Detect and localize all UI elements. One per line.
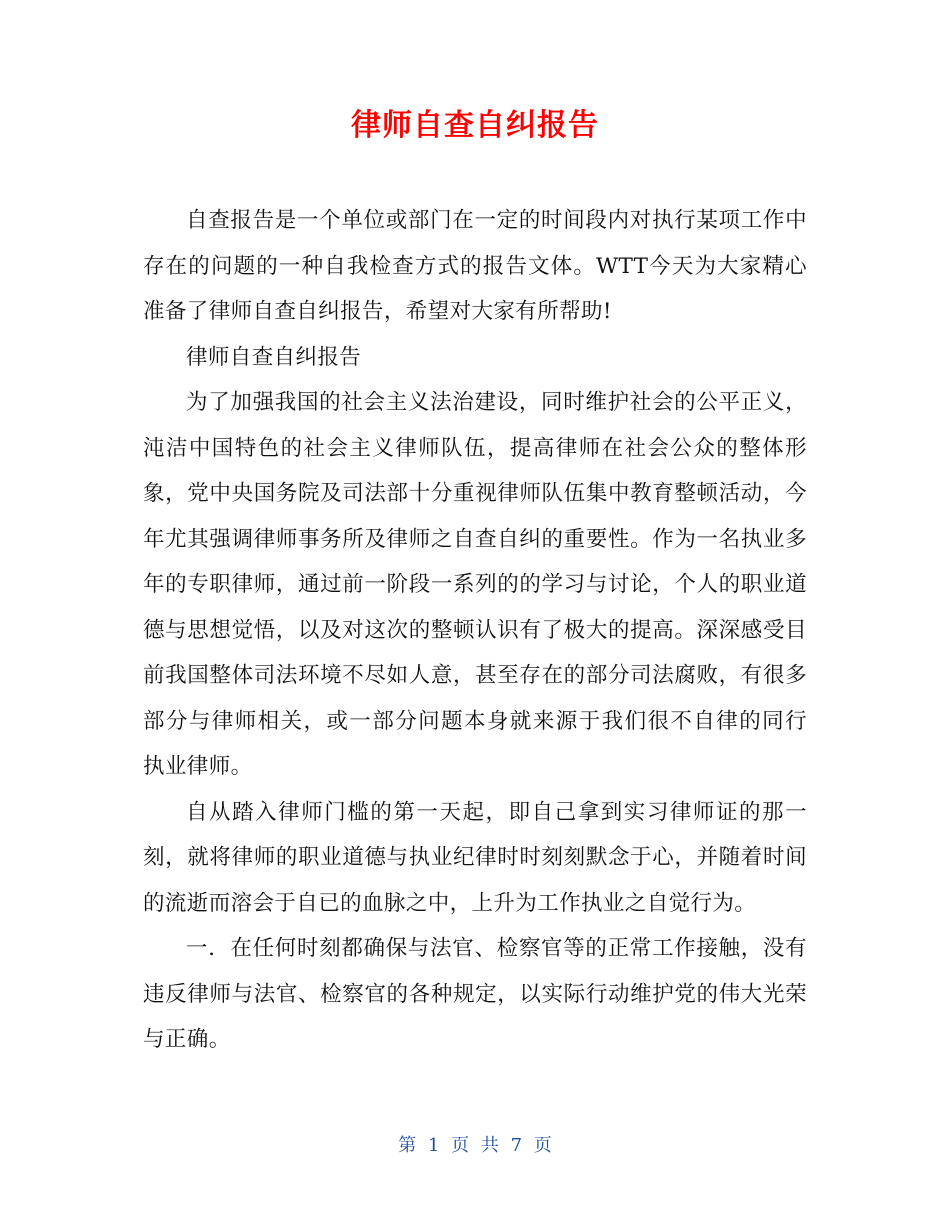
body-paragraph: 为了加强我国的社会主义法治建设，同时维护社会的公平正义，沌洁中国特色的社会主义律师队伍，提高律师在社会公众的整体形象，党中央国务院及司法部十分重视律师队伍集中教育整顿活动，今年尤其强调律师事务所及律师之自查自纠的重要性。作为一名执业多年的专职律师，通过前一阶段一系列的的学习与讨论，个人的职业道德与思想觉悟，以及对这次的整顿认识有了极大的提高。深深感受目前我国整体司法环境不尽如人意，甚至存在的部分司法腐败，有很多部分与律师相关，或一部分问题本身就来源于我们很不自律的同行 执业律师。 — [143, 390, 829, 779]
body-paragraph: 自从踏入律师门槛的第一天起，即自己拿到实习律师证的那一刻，就将律师的职业道德与执业纪律时时刻刻默念于心，并随着时间的流逝而溶会于自已的血脉之中，上升为工作执业之自觉行为。 — [143, 799, 807, 916]
document-title: 律师自查自纠报告 — [351, 108, 599, 144]
body-paragraph: 一．在任何时刻都确保与法官、检察官等的正常工作接触，没有违反律师与法官、检察官的各种规定，以实际行动维护党的伟大光荣与正确。 — [143, 936, 807, 1052]
document-body — [143, 198, 829, 1063]
page-number: 第 1 页 共 7 页 — [398, 1135, 552, 1156]
intro-paragraph: 自查报告是一个单位或部门在一定的时间段内对执行某项工作中存在的问题的一种自我检查方式的报告文体。WTT今天为大家精心准备了律师自查自纠报告，希望对大家有所帮助! — [143, 208, 807, 324]
section-heading: 律师自查自纠报告 — [186, 344, 362, 370]
